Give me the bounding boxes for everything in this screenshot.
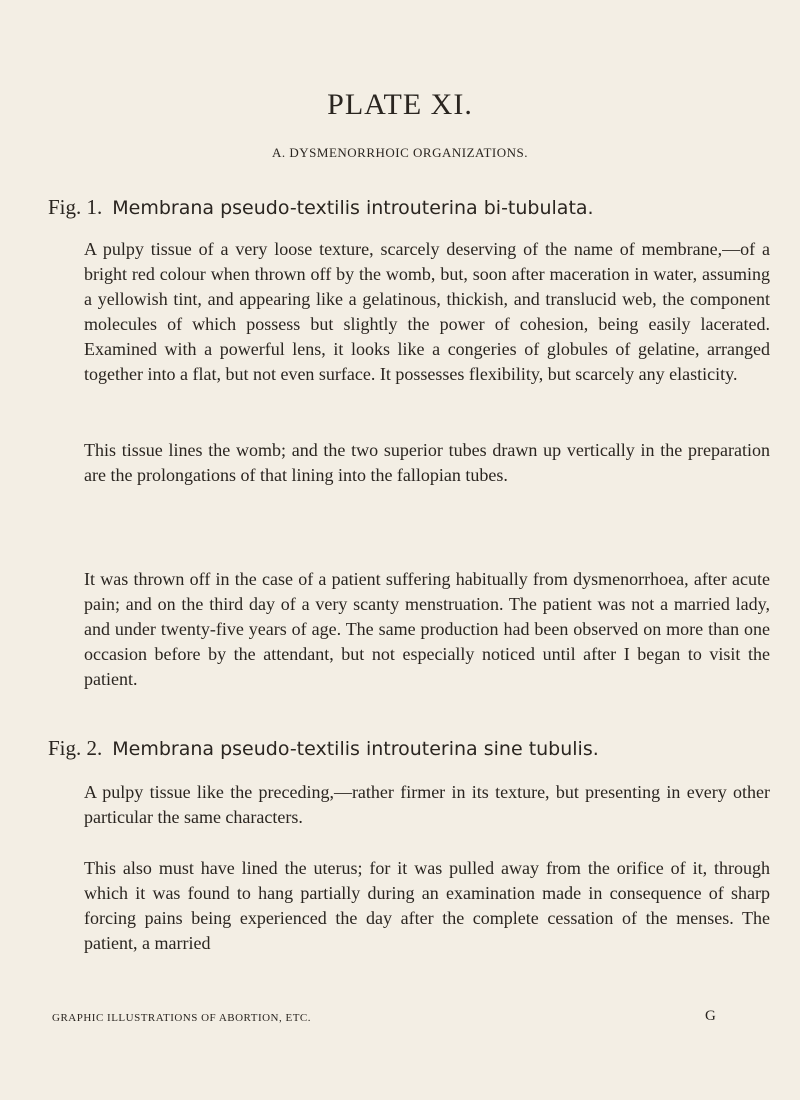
figure-2-label: Fig. 2.	[48, 736, 103, 760]
figure-2-paragraph-2: This also must have lined the uterus; for it was pulled away from the orifice of it, through which it was found to hang partially during an examination made in consequence of sharp forcing pains being experienced the day after the complete cessation of the menses. The patient, a married	[84, 858, 770, 953]
figure-1-paragraph-2: This tissue lines the womb; and the two superior tubes drawn up vertically in the preparation are the prolongations of that lining into the fallopian tubes.	[84, 440, 770, 485]
footer-signature-title: GRAPHIC ILLUSTRATIONS OF ABORTION, ETC.	[52, 1012, 312, 1024]
figure-1-name: Membrana pseudo-textilis introuterina bi-tubulata.	[112, 197, 594, 219]
figure-1-paragraph-3: It was thrown off in the case of a patient suffering habitually from dysmenorrhoea, after acute pain; and on the third day of a very scanty menstruation. The patient was not a married lady, and under twenty-five years of age. The same production had been observed on more than one occasion before by the attendant, but not especially noticed until after I began to visit the patient.	[84, 569, 770, 689]
figure-1-label: Fig. 1.	[48, 195, 103, 219]
figure-2-heading	[48, 736, 599, 761]
footer-signature-mark: G	[705, 1008, 716, 1024]
plate-title: PLATE XI.	[327, 88, 473, 121]
figure-2-name: Membrana pseudo-textilis introuterina sine tubulis.	[112, 738, 599, 760]
section-heading: A. DYSMENORRHOIC ORGANIZATIONS.	[271, 145, 528, 160]
figure-1-heading	[48, 195, 594, 220]
figure-2-paragraph-1: A pulpy tissue like the preceding,—rather firmer in its texture, but presenting in every other particular the same characters.	[84, 782, 770, 827]
figure-1-paragraph-1: A pulpy tissue of a very loose texture, scarcely deserving of the name of membrane,—of a bright red colour when thrown off by the womb, but, soon after maceration in water, assuming a yellowish tint, and appearing like a gelatinous, thickish, and translucid web, the component molecules of which possess but slightly the power of cohesion, being easily lacerated. Examined with a powerful lens, it looks like a congeries of globules of gelatine, arranged together into a flat, but not even surface. It possesses flexibility, but scarcely any elasticity.	[84, 239, 770, 384]
